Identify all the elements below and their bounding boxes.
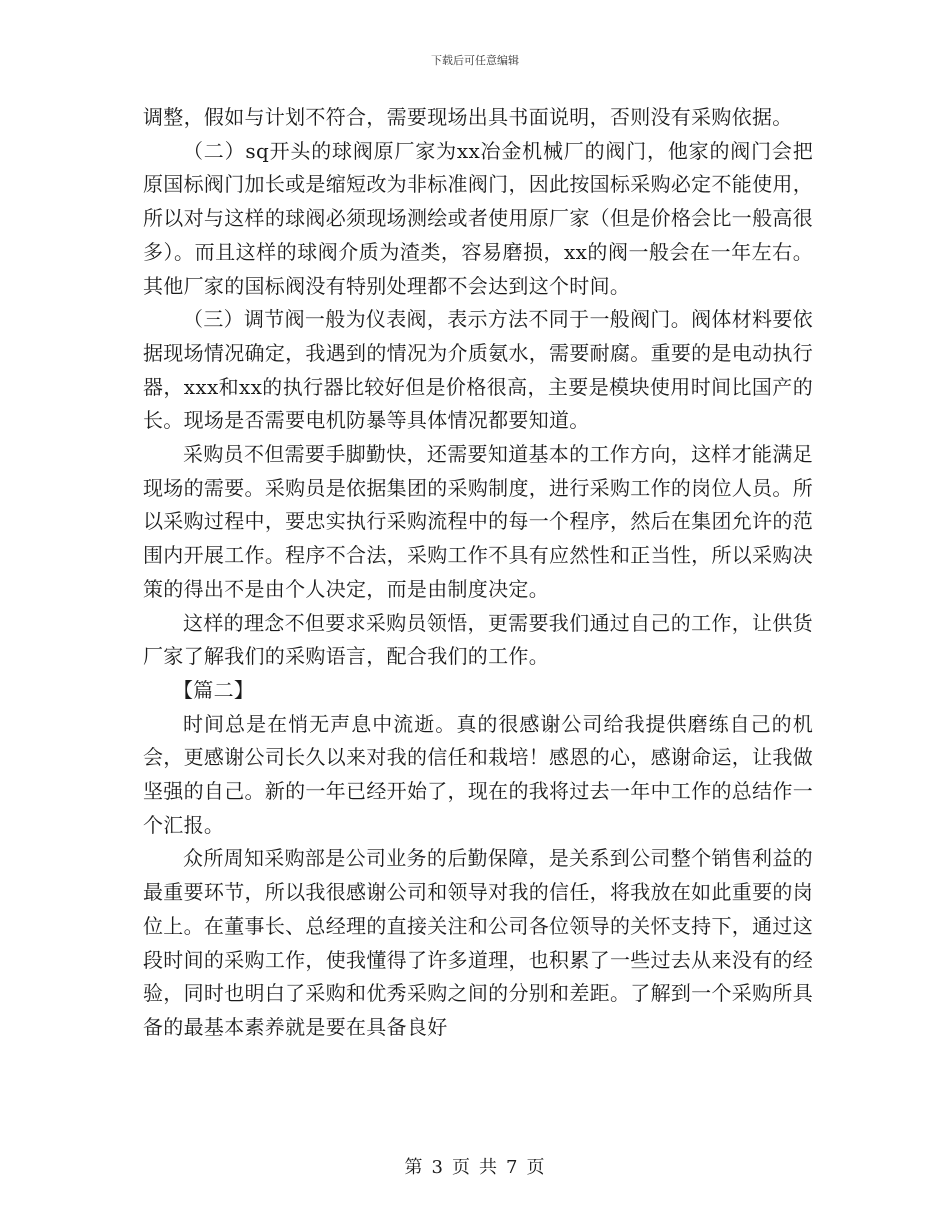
paragraph-2: （二）sq开头的球阀原厂家为xx冶金机械厂的阀门，他家的阀门会把原国标阀门加长或是缩短改为非标准阀门，因此按国标采购必定不能使用，所以对与这样的球阀必须现场测绘或者使用原厂家（但是价格会比一般高很多）。而且这样的球阀介质为渣类，容易磨损，xx的阀一般会在一年左右。其他厂家的国标阀没有特别处理都不会达到这个时间。: [143, 138, 813, 298]
document-body: [143, 101, 813, 1045]
footer-prefix: 第: [404, 1157, 424, 1178]
footer-total-pages: 7: [506, 1157, 519, 1178]
footer-total-word: 共: [479, 1157, 498, 1178]
section-heading: 【篇二】: [173, 677, 255, 702]
paragraph-3: （三）调节阀一般为仪表阀，表示方法不同于一般阀门。阀体材料要依据现场情况确定，我遇到的情况为介质氨水，需要耐腐。重要的是电动执行器，xxx和xx的执行器比较好但是价格很高，主要是模块使用时间比国产的长。现场是否需要电机防暴等具体情况都要知道。: [143, 307, 813, 433]
footer-suffix: 页: [526, 1157, 546, 1178]
footer-current-page: 3: [431, 1157, 444, 1178]
paragraph-1: 调整，假如与计划不符合，需要现场出具书面说明，否则没有采购依据。: [143, 105, 793, 129]
page-footer: [0, 1153, 950, 1179]
paragraph-7: 众所周知采购部是公司业务的后勤保障，是关系到公司整个销售利益的最重要环节，所以我很感谢公司和领导对我的信任，将我放在如此重要的岗位上。在董事长、总经理的直接关注和公司各位领导的关怀支持下，通过这段时间的采购工作，使我懂得了许多道理，也积累了一些过去从来没有的经验，同时也明白了采购和优秀采购之间的分别和差距。了解到一个采购所具备的最基本素养就是要在具备良好: [143, 846, 813, 1039]
footer-page-word: 页: [452, 1157, 471, 1178]
page-header-note: 下载后可任意编辑: [431, 54, 519, 67]
paragraph-6: 时间总是在悄无声息中流逝。真的很感谢公司给我提供磨练自己的机会，更感谢公司长久以来对我的信任和栽培！感恩的心，感谢命运，让我做坚强的自己。新的一年已经开始了，现在的我将过去一年中工作的总结作一个汇报。: [143, 711, 813, 837]
paragraph-5: 这样的理念不但要求采购员领悟，更需要我们通过自己的工作，让供货厂家了解我们的采购语言，配合我们的工作。: [143, 610, 813, 669]
paragraph-4: 采购员不但需要手脚勤快，还需要知道基本的工作方向，这样才能满足现场的需要。采购员是依据集团的采购制度，进行采购工作的岗位人员。所以采购过程中，要忠实执行采购流程中的每一个程序，然后在集团允许的范围内开展工作。程序不合法，采购工作不具有应然性和正当性，所以采购决策的得出不是由个人决定，而是由制度决定。: [143, 442, 813, 601]
